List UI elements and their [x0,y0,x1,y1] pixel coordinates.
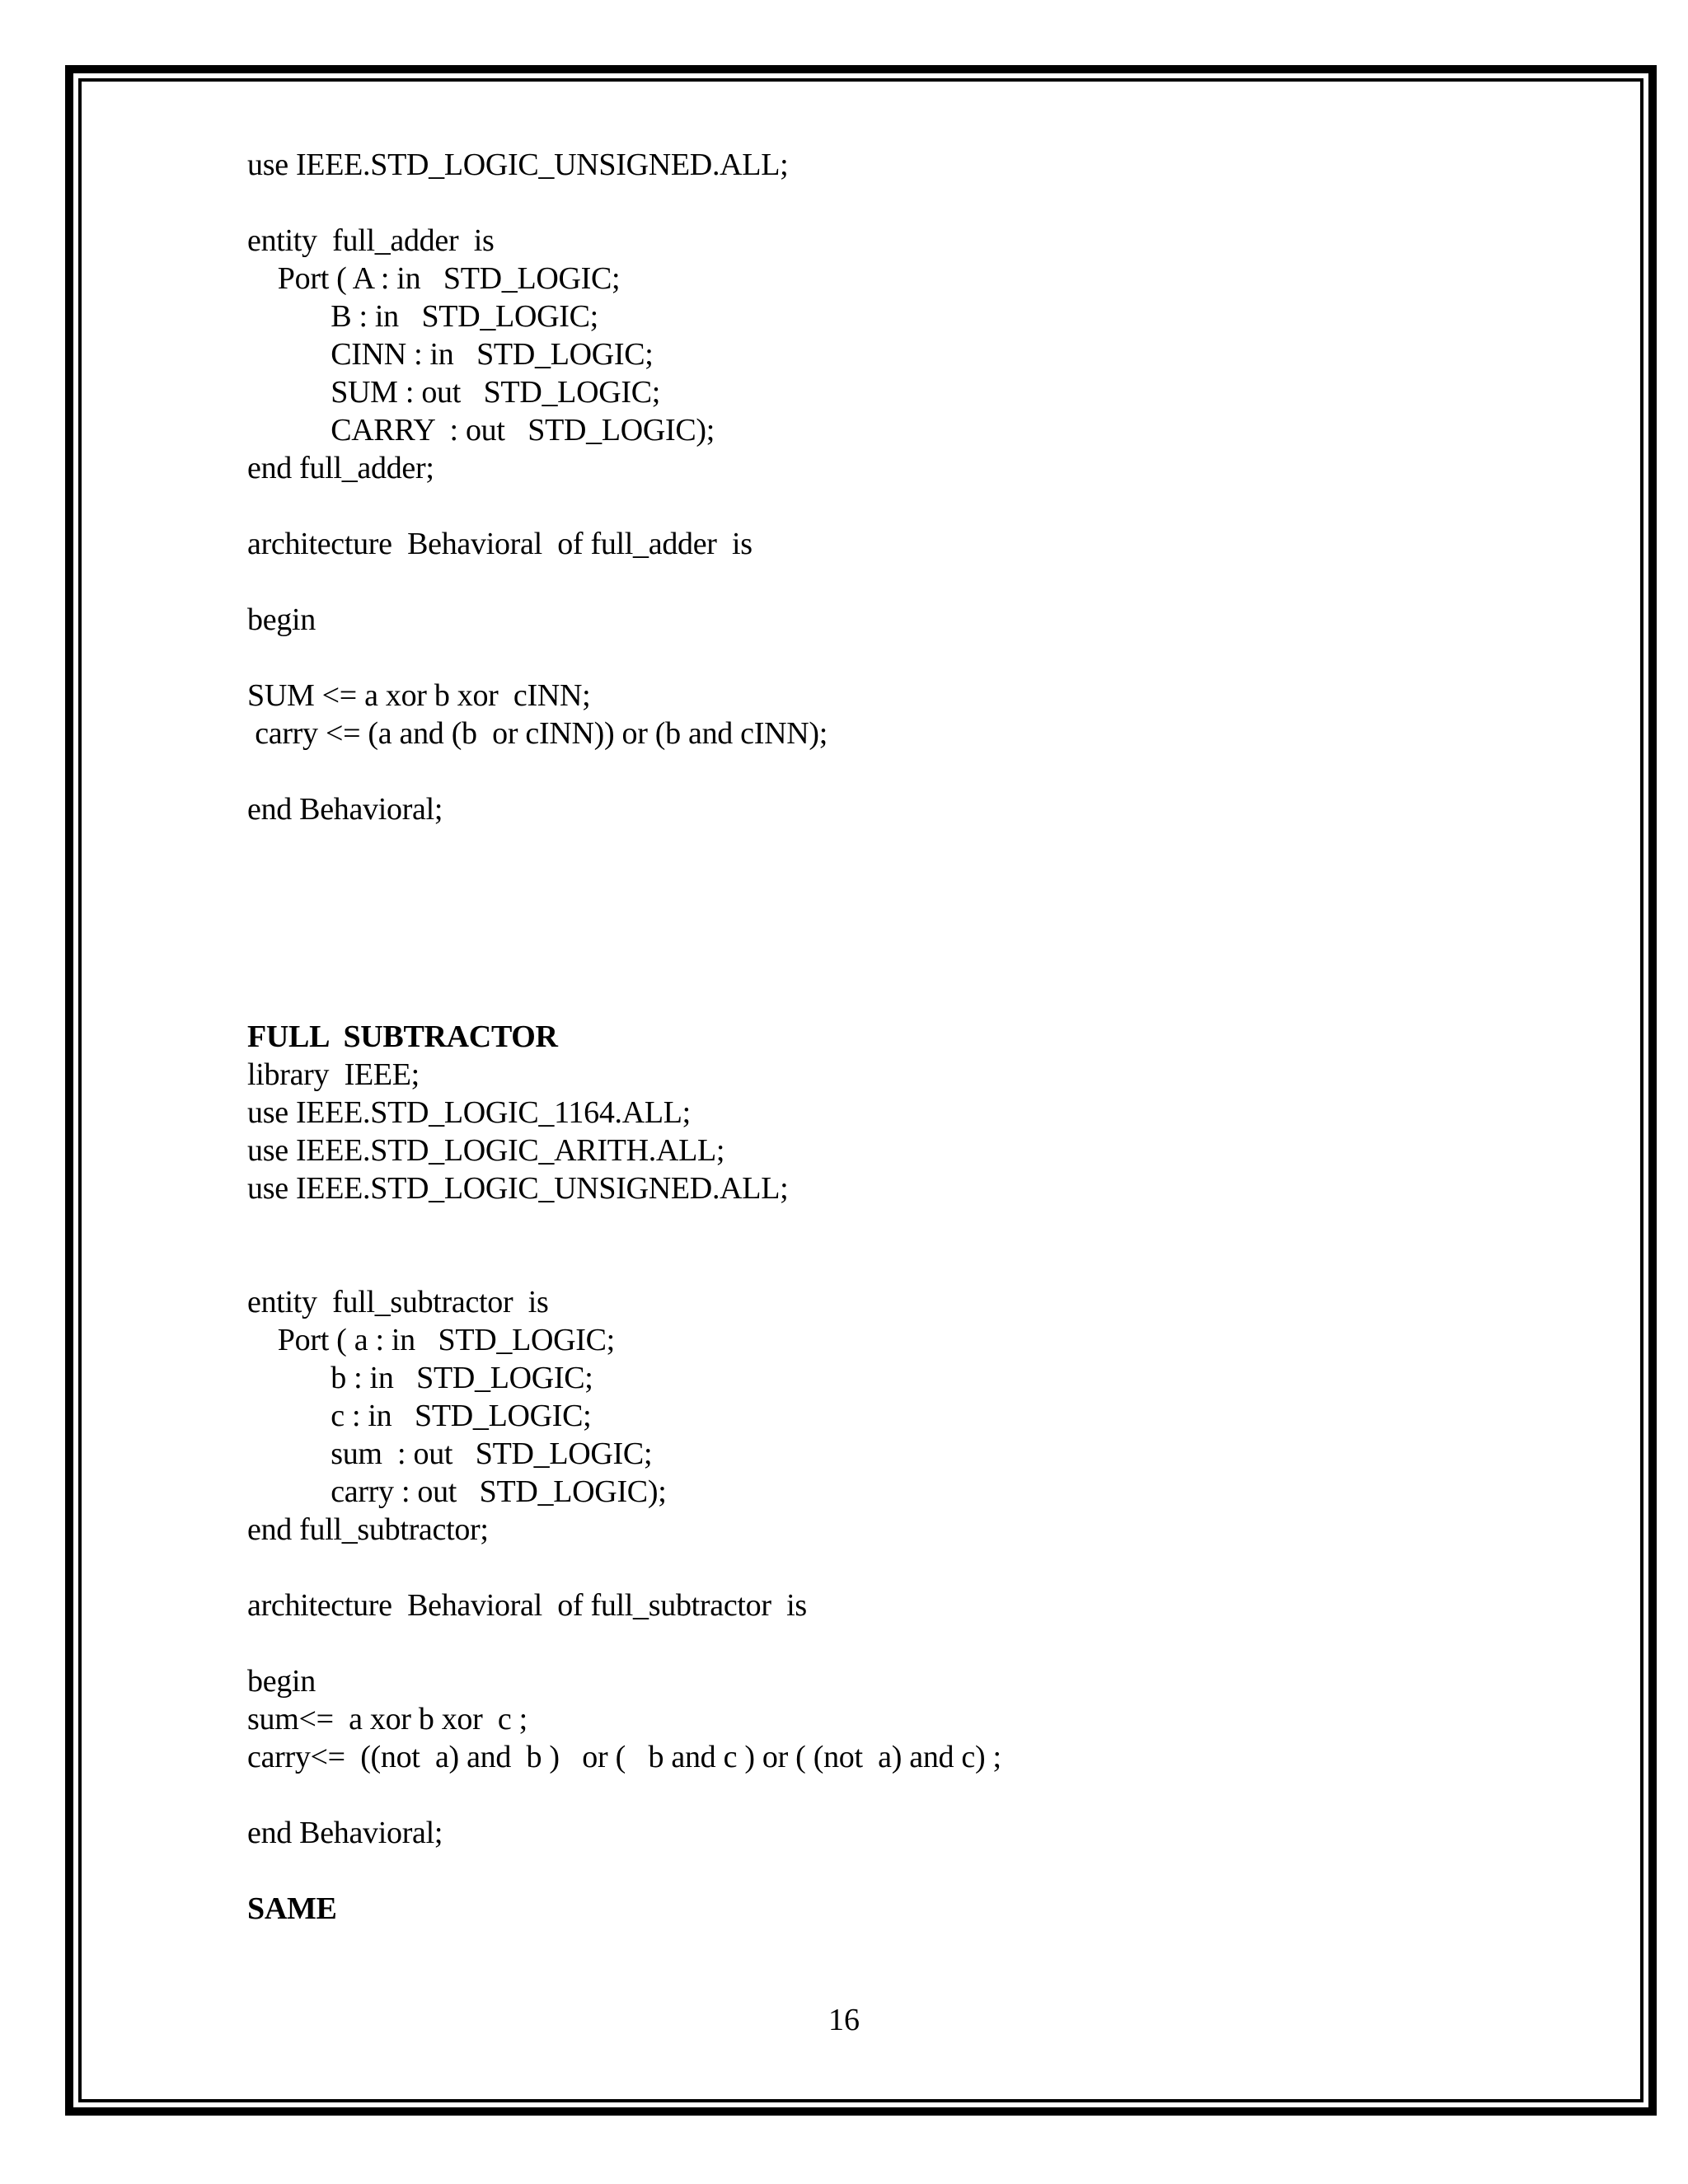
code-line: library IEEE; [247,1057,420,1092]
code-line: Port ( a : in STD_LOGIC; [247,1323,615,1357]
code-line: carry<= ((not a) and b ) or ( b and c ) or ( (not a) and c) ; [247,1740,1001,1774]
page-number: 16 [828,2003,860,2037]
code-line: entity full_subtractor is [247,1285,549,1319]
code-line: architecture Behavioral of full_subtractor is [247,1588,807,1623]
section-heading: SAME [247,1891,337,1926]
code-line: b : in STD_LOGIC; [247,1361,593,1395]
code-line: end full_adder; [247,451,434,485]
code-line: begin [247,1664,316,1699]
blank-line [247,1852,1566,1890]
code-line: use IEEE.STD_LOGIC_UNSIGNED.ALL; [247,1171,789,1206]
blank-line [247,1245,1566,1283]
blank-line [247,904,1566,942]
blank-line [247,980,1566,1018]
code-line: use IEEE.STD_LOGIC_1164.ALL; [247,1095,691,1130]
code-line: carry : out STD_LOGIC); [247,1474,667,1509]
blank-line [247,866,1566,904]
blank-line [247,563,1566,601]
section-heading: FULL SUBTRACTOR [247,1019,558,1054]
code-line: end Behavioral; [247,1816,443,1850]
code-line: carry <= (a and (b or cINN)) or (b and cINN); [247,716,828,751]
code-line: SUM <= a xor b xor cINN; [247,678,591,713]
code-line: B : in STD_LOGIC; [247,299,598,334]
blank-line [247,828,1566,866]
blank-line [247,942,1566,980]
blank-line [247,1549,1566,1586]
blank-line [247,184,1566,222]
code-line: c : in STD_LOGIC; [247,1399,592,1433]
code-line: architecture Behavioral of full_adder is [247,527,753,561]
document-body [247,146,1566,1928]
code-line: SUM : out STD_LOGIC; [247,375,661,410]
code-line: use IEEE.STD_LOGIC_ARITH.ALL; [247,1133,725,1168]
code-line: end Behavioral; [247,792,443,827]
blank-line [247,1207,1566,1245]
code-line: entity full_adder is [247,223,495,258]
blank-line [247,487,1566,525]
blank-line [247,1776,1566,1814]
blank-line [247,1624,1566,1662]
code-line: sum : out STD_LOGIC; [247,1436,653,1471]
code-line: begin [247,602,316,637]
code-line: end full_subtractor; [247,1512,489,1547]
code-line: use IEEE.STD_LOGIC_UNSIGNED.ALL; [247,148,789,182]
code-line: CARRY : out STD_LOGIC); [247,413,715,448]
blank-line [247,639,1566,677]
blank-line [247,752,1566,790]
code-line: sum<= a xor b xor c ; [247,1702,528,1736]
code-line: CINN : in STD_LOGIC; [247,337,654,372]
code-line: Port ( A : in STD_LOGIC; [247,261,621,296]
